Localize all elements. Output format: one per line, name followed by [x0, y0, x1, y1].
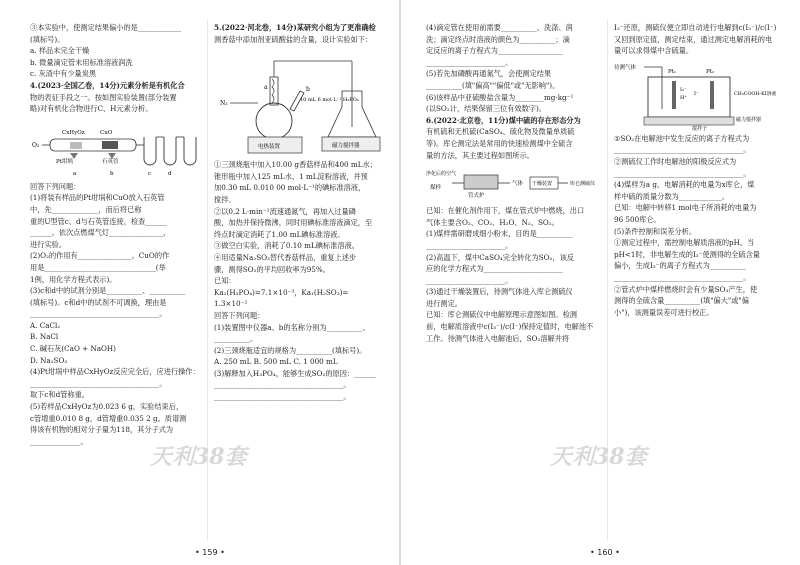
column-1	[30, 22, 210, 447]
stirrer-label: 磁力搅拌器	[332, 143, 360, 150]
line: ____________________________________。	[214, 380, 351, 390]
line: 测得的全硫含量__________(填"偏大"或"偏	[614, 296, 749, 306]
stir-label: 磁力搅拌器	[736, 116, 762, 123]
line: __________。	[214, 334, 258, 344]
d-label: d	[168, 170, 172, 177]
line: 重的U型管c、d与石英管连接，检查______	[30, 216, 167, 226]
line: ①测定过程中，需控制电解质溶液的pH。当	[614, 238, 755, 248]
clean-air-label: 净化后的空气	[426, 171, 457, 178]
line: (3)c和d中的试剂分别是__________、__________	[30, 286, 186, 296]
coal-label: 煤样	[430, 185, 442, 192]
page-number: • 160 •	[590, 548, 620, 557]
line: 等)。库仑测定法是常用的快速检测煤中全硫含	[426, 138, 573, 148]
line: (6)该样品中亚硫酸盐含量为________mg·kg⁻¹	[426, 92, 574, 102]
line: 搅拌。	[214, 194, 236, 204]
coal-sulfur-process-figure	[426, 163, 602, 203]
line: (2)O₂的作用有_______________。CuO的作	[30, 251, 170, 261]
line: 骤，测得SO₂的平均回收率为95%。	[214, 264, 330, 274]
n2-label: N₂	[220, 100, 228, 108]
electrolysis-cell-figure	[614, 59, 784, 131]
line: ______。依次点燃煤气灯_______________，	[30, 228, 171, 238]
line: 偏小，生成I₃⁻的离子方程式为__________	[614, 261, 746, 271]
line: (填标号)。	[30, 34, 65, 44]
line: ____________________________________。	[614, 145, 751, 155]
line: 气体主要含O₂、CO₂、H₂O、N₂、SO₂。	[426, 217, 559, 227]
sample-label: CxHyOz	[62, 129, 85, 136]
line: 洗；滴定终点时溶液的颜色为__________；滴	[426, 34, 570, 44]
column-3	[426, 22, 606, 344]
line: 中，先_____________，而后将已称	[30, 204, 142, 214]
line: (3)通过干燥装置后，待测气体进入库仑测硫仪	[426, 287, 573, 297]
line: 得该有机物的相对分子量为118，其分子式为	[30, 425, 174, 435]
line: 1例，用化学方程式表示)。	[30, 274, 117, 284]
line: 取下c和d管称重。	[30, 390, 89, 400]
line: Ka₁(H₃PO₄)=7.1×10⁻³，Ka₁(H₂SO₃)=	[214, 287, 349, 297]
line: 定反应的离子方程式为__________________	[426, 46, 563, 56]
line: c. 灰渣中有少量炭黑	[30, 69, 97, 79]
line: 已知：	[214, 276, 236, 286]
line: 已知：库仑测硫仪中电解原理示意图如图。检测	[426, 310, 577, 320]
line: 回答下列问题：	[214, 310, 265, 320]
option: A. CaCl₂	[30, 320, 61, 330]
page-number: • 159 •	[195, 548, 225, 557]
line: ①三颈烧瓶中加入10.00 g香菇样品和400 mL水；	[214, 160, 377, 170]
pt1-label: Pt₁	[668, 68, 677, 75]
stirrer-bar-label: 搅拌子	[692, 125, 708, 131]
line: I₃⁻还原，测硫仪便立即自动进行电解到c(I₃⁻)/c(I⁻)	[614, 23, 777, 32]
line: 终点时滴定消耗了1.00 mL碘标准溶液。	[214, 229, 345, 239]
line: ①SO₂在电解池中发生反应的离子方程式为	[614, 133, 750, 143]
line: (1)将装有样品的Pt坩埚和CuO放入石英管	[30, 193, 165, 203]
line: ______________。	[30, 436, 88, 446]
combustion-apparatus-figure	[30, 117, 206, 179]
question-heading: 6.(2022·北京卷，11分)煤中硫的存在形态分为	[426, 115, 581, 125]
line: c管增重0.010 8 g，d管增重0.035 2 g。质谱测	[30, 413, 187, 423]
line: (5)若样品CxHyOz为0.023 6 g，实验结束后，	[30, 402, 184, 412]
option: C. 碱石灰(CaO + NaOH)	[30, 344, 116, 354]
watermark: 天利38套	[150, 444, 247, 470]
column-4	[614, 22, 790, 318]
line: 工作。待测气体进入电解池后，SO₂溶解并将	[426, 333, 570, 343]
line: ____________________________________。	[30, 378, 167, 388]
watermark: 天利38套	[550, 444, 647, 470]
a-label: a	[73, 170, 77, 177]
line: 回答下列问题：	[30, 181, 81, 191]
line: 样中硫的质量分数为____________。	[614, 191, 730, 201]
line: (1)煤样需研磨成细小粉末，目的是__________	[426, 229, 573, 239]
reagent-label: 10 mL 6 mol·L⁻¹ H₃PO₄	[300, 97, 359, 104]
line: ____________________________________。	[30, 309, 167, 319]
line: (5)若先加磷酸再通氮气，会使测定结果	[426, 69, 552, 79]
line: (2)三颈烧瓶适宜的规格为__________(填标号)。	[214, 345, 367, 355]
dry-label: 干燥装置	[532, 181, 553, 188]
line: (4)滴定管在使用前需要__________、洗涤、润	[426, 23, 573, 32]
line: ②管式炉中煤样燃烧时会有少量SO₃产生，使	[614, 284, 758, 294]
b-label: b	[306, 86, 310, 94]
line: 1.3×10⁻²	[214, 299, 248, 309]
column-2	[214, 22, 394, 403]
line: ______________________。	[426, 240, 513, 250]
line: ______________________。	[426, 57, 513, 67]
line: 量可以求得煤中含硫量。	[614, 46, 694, 56]
line: 已知：在催化剂作用下，煤在管式炉中燃烧，出口	[426, 206, 585, 216]
furnace-label: 管式炉	[468, 193, 485, 200]
line: pH<1时，非电解生成的I₃⁻使测得的全硫含量	[614, 249, 760, 259]
line: 96 500库仑。	[614, 214, 661, 224]
line: ②以0.2 L·min⁻¹流速通氮气，再加入过量磷	[214, 206, 356, 216]
line: 又回到原定值，测定结束，通过测定电解消耗的电	[614, 34, 773, 44]
line: 应的化学方程式为______________________	[426, 264, 563, 274]
meter-label: 库仑测硫仪	[570, 181, 596, 188]
line: (4)Pt坩埚中样品CxHyOz反应完全后，应进行操作：	[30, 367, 200, 377]
line: (2)高温下，煤中CaSO₄完全转化为SO₂，该反	[426, 252, 574, 262]
line: 进行测定。	[426, 298, 462, 308]
line: ③做空白实验，消耗了0.10 mL碘标准溶液。	[214, 241, 359, 251]
line: 略)对有机化合物进行C、H元素分析。	[30, 104, 153, 114]
pt-label: Pt坩埚	[56, 158, 73, 165]
gas-label: 待测气体	[614, 64, 637, 71]
line: __________(填"偏高""偏低"或"无影响")。	[426, 80, 560, 90]
line: 已知：电解中转移1 mol电子所消耗的电量为	[614, 203, 757, 213]
c-label: c	[148, 170, 152, 177]
option: B. NaCl	[30, 332, 59, 342]
line: 锥形瓶中加入125 mL水、1 mL淀粉溶液，并预	[214, 171, 368, 181]
line: 前，电解质溶液中c(I₃⁻)/c(I⁻)保持定值时，电解池不	[426, 322, 594, 332]
line: 加0.30 mL 0.010 00 mol·L⁻¹的碘标准溶液，	[214, 183, 366, 193]
question-heading: 4.(2023·全国乙卷，14分)元素分析是有机化合	[30, 80, 185, 90]
a-label: a	[264, 84, 268, 92]
line: A. 250 mL B. 500 mL C. 1 000 mL	[214, 357, 338, 367]
line: ____________________________________。	[614, 168, 751, 178]
line: 量的方法，其主要过程如图所示。	[426, 150, 534, 160]
gas-label: 气体	[512, 181, 524, 188]
line: ______________________。	[426, 275, 513, 285]
line: ____________________________________。	[614, 272, 751, 282]
option: D. Na₂SO₃	[30, 355, 68, 365]
i3-label: I₃⁻	[680, 86, 687, 93]
cuo-label: CuO	[100, 129, 113, 136]
line: 测香菇中添加剂亚硫酸盐的含量，设计实验如下：	[214, 34, 373, 44]
b-label: b	[110, 170, 114, 177]
line: (3)解释加入H₃PO₄，能够生成SO₂的原因：______	[214, 368, 376, 378]
line: (4)煤样为a g，电解消耗的电量为x库仑，煤	[614, 180, 755, 190]
line: 进行实验。	[30, 239, 66, 249]
pt2-label: Pt₂	[706, 68, 715, 75]
line: 酸，加热并保持微沸，同时用碘标准溶液滴定，至	[214, 218, 373, 228]
line: 物的表征手段之一。按如图实验装置(部分装置	[30, 92, 177, 102]
i-label: I⁻	[694, 90, 699, 97]
tube-label: 石英管	[102, 158, 119, 165]
line: ④用适量Na₂SO₃替代香菇样品，重复上述步	[214, 252, 357, 262]
h-label: H⁺	[680, 94, 687, 101]
line: (5)条件控制和误差分析。	[614, 226, 697, 236]
heater-label: 电热装置	[258, 144, 281, 151]
line: a. 样品未完全干燥	[30, 46, 90, 56]
solution-label: CH₃COOH-KI溶液	[734, 91, 777, 97]
line: 小")，该测量误差可进行校正。	[614, 307, 714, 317]
line: (1)装置图中仪器a、b的名称分别为__________、	[214, 322, 370, 332]
line: b. 微量滴定管未用标准溶液润洗	[30, 57, 133, 67]
o2-label: O₂	[32, 141, 40, 149]
question-heading: 5.(2022·河北卷，14分)某研究小组为了更准确检	[214, 23, 376, 32]
sulfite-apparatus-figure	[214, 47, 390, 157]
page-160	[400, 0, 800, 565]
line: ③本实验中，使测定结果偏小的是____________	[30, 23, 181, 32]
line: ____________________________________。	[214, 392, 351, 402]
line: 用是_______________________________(举	[30, 262, 166, 272]
line: ②测硫仪工作时电解池的阳极反应式为	[614, 156, 737, 166]
line: (填标号)。c和d中的试剂不可调换，理由是	[30, 297, 167, 307]
line: 有机硫和无机硫(CaSO₄、硫化物及微量单质硫	[426, 127, 575, 137]
line: (以SO₂计，结果保留三位有效数字)。	[426, 104, 546, 114]
